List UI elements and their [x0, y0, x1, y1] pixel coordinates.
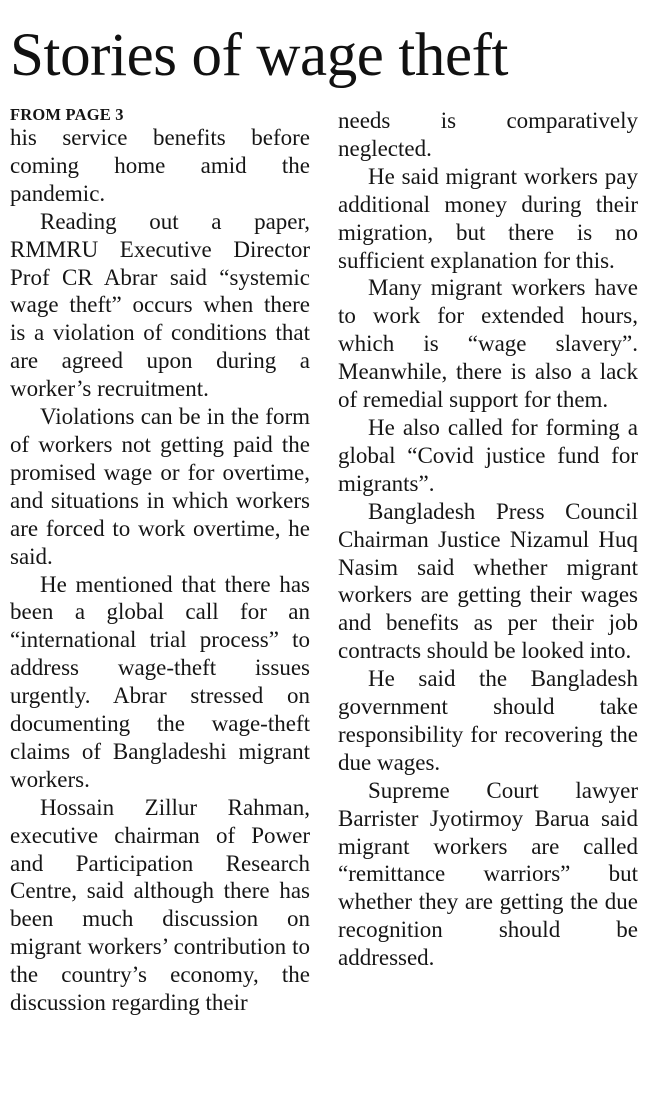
left-column — [10, 104, 310, 1017]
article-body — [10, 104, 640, 1084]
paragraph: He said the Bangladesh government should take responsibility for recovering the due wages. — [338, 666, 638, 775]
paragraph: Reading out a paper, RMMRU Executive Director Prof CR Abrar said “systemic wage theft” occurs when there is a violation of conditions that are agreed upon during a worker’s recruitment. — [10, 208, 310, 402]
paragraph: Hossain Zillur Rahman, executive chairman of Power and Participation Research Centre, said although there has been much discussion on migrant workers’ contribution to the country’s economy, the discussion regarding their — [10, 794, 310, 1016]
paragraph: Many migrant workers have to work for extended hours, which is “wage slavery”. Meanwhile, there is also a lack of remedial support for them. — [338, 275, 638, 413]
paragraph: He mentioned that there has been a global call for an “international trial process” to address wage-theft issues urgently. Abrar stressed on documenting the wage-theft claims of Bangladeshi migrant workers. — [10, 571, 310, 792]
paragraph: needs is comparatively neglected. — [338, 108, 638, 161]
right-column — [338, 107, 638, 972]
paragraph: his service benefits before coming home amid the pandemic. — [10, 125, 310, 206]
paragraph: He said migrant workers pay additional money during their migration, but there is no sufficient explanation for this. — [338, 163, 638, 273]
paragraph: Bangladesh Press Council Chairman Justice Nizamul Huq Nasim said whether migrant workers are getting their wages and benefits as per their job contracts should be looked into. — [338, 498, 638, 664]
continuation-kicker: FROM PAGE 3 — [10, 105, 124, 124]
paragraph: He also called for forming a global “Covid justice fund for migrants”. — [338, 414, 638, 496]
paragraph: Supreme Court lawyer Barrister Jyotirmoy Barua said migrant workers are called “remittance warriors” but whether they are getting the due recognition should be addressed. — [338, 777, 638, 971]
article-headline: Stories of wage theft — [10, 22, 509, 89]
paragraph: Violations can be in the form of workers not getting paid the promised wage or for overtime, and situations in which workers are forced to work overtime, he said. — [10, 404, 310, 569]
